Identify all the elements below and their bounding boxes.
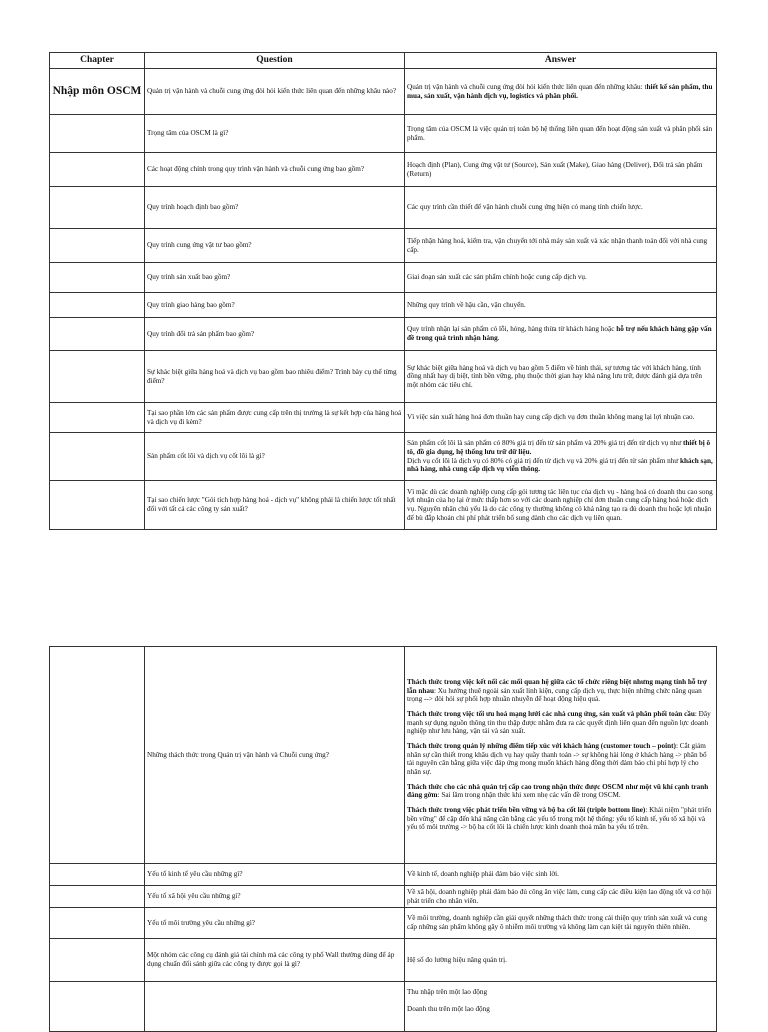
answer-text-run: Trọng tâm của OSCM là việc quản trị toàn bộ hệ thống liên quan đến hoạt động sản xuất và phân phối sản phẩm. [407, 124, 713, 142]
table-row [50, 263, 717, 293]
answer-text-run: Vì mặc dù các doanh nghiệp cung cấp gói tương tác liên tục của dịch vụ - hàng hoá có doanh thu cao song lợi nhuận của họ lại ở mức thấp hơn so với các doanh nghiệp chỉ đơn thuần cung cấp hàng hoá hoặc dịch vụ. Nguyên nhân chủ yếu là do các công ty thường không có khả năng tạo ra đủ doanh thu hoặc lợi nhuận để bù đắp khoản chi phí phát triển bổ sung dành cho các dịch vụ liên quan. [407, 487, 713, 522]
answer-cell: Về xã hội, doanh nghiệp phải đảm bảo đủ công ăn việc làm, cung cấp các điều kiện lao động tốt và cơ hội phát triển cho nhân viên. [405, 886, 717, 908]
answer-paragraph [407, 783, 714, 800]
question-cell: Yếu tố xã hội yêu cầu những gì? [145, 886, 405, 908]
answer-text-run: : Khái niệm "phát triển bền vững" để cập đến khả năng cân bằng các yếu tố trong một hệ thống: yếu tố kinh tế, yếu tố xã hội và yếu tố môi trường -> bộ ba cốt lõi là chiến lược kinh doanh thoả mãn ba yếu tố trên. [407, 805, 712, 832]
chapter-cell [50, 115, 145, 153]
answer-text-run: Quản trị vận hành và chuỗi cung ứng đòi hỏi kiến thức liên quan đến những khâu: t [407, 82, 647, 91]
answer-text-run: Các quy trình cần thiết để vận hành chuỗi cung ứng hiện có mang tính chiến lược. [407, 203, 643, 212]
answer-text-run: hiết kế sản phẩm, thu mua, sản xuất, vận hành dịch vụ, logistics và phân phối. [407, 82, 713, 100]
answer-line: Thu nhập trên một lao động [407, 988, 488, 996]
question-cell: Yếu tố kinh tế yêu cầu những gì? [145, 864, 405, 886]
answer-cell [405, 153, 717, 187]
answer-line: Doanh thu trên một lao động [407, 1004, 490, 1013]
answer-text-run: Vì việc sản xuất hàng hoá đơn thuần hay cung cấp dịch vụ đơn thuần không mang lại lợi nhuận cao. [407, 413, 695, 422]
answer-cell [405, 433, 717, 481]
chapter-cell [50, 153, 145, 187]
question-cell: Trọng tâm của OSCM là gì? [145, 115, 405, 153]
question-cell: Sản phẩm cốt lõi và dịch vụ cốt lõi là gì? [145, 433, 405, 481]
answer-text-run: : Đây mạnh sự dụng nguồn thông tin thu thập được nhằm đưa ra các quyết định liên quan đến nguồn lực doanh nghiệp như lưu hàng, vận tải và sản xuất. [407, 710, 711, 736]
chapter-cell [50, 908, 145, 939]
answer-cell [405, 351, 717, 403]
table-row [50, 864, 717, 886]
answer-cell [405, 187, 717, 229]
question-cell: Quy trình đổi trả sản phẩm bao gồm? [145, 318, 405, 351]
question-cell: Những thách thức trong Quản trị vận hành và Chuỗi cung ứng? [145, 647, 405, 864]
answer-cell [405, 115, 717, 153]
answer-text-run: khách sạn, nhà hàng, nhà cung cấp dịch vụ viễn thông. [407, 456, 713, 474]
answer-text-run: Quy trình nhận lại sản phẩm có lỗi, hỏng, hàng thừa từ khách hàng hoặc [407, 325, 617, 334]
answer-cell: Hệ số đo lường hiệu năng quản trị. [405, 939, 717, 982]
answer-text-run: Sản phẩm cốt lõi là sản phẩm có 80% giá trị đến từ sản phẩm và 20% giá trị đến từ dịch vụ như [407, 439, 683, 448]
answer-text-run: Thách thức cho các nhà quản trị cấp cao trong nhận thức được OSCM như một vũ khí cạnh tranh đáng gờm [407, 782, 709, 800]
answer-cell [405, 318, 717, 351]
answer-paragraph [407, 678, 714, 704]
question-cell: Sự khác biệt giữa hàng hoá và dịch vụ bao gồm bao nhiêu điểm? Trình bày cụ thể từng điểm? [145, 351, 405, 403]
question-cell: Quy trình sản xuất bao gồm? [145, 263, 405, 293]
chapter-cell [50, 318, 145, 351]
table-row [50, 229, 717, 263]
answer-cell: Về môi trường, doanh nghiệp cần giải quyết những thách thức trong cải thiện quy trình sản xuất và cung cấp những sản phẩm không gây ô nhiễm môi trường và không làm cạn kiệt tài nguyên thiên nhiên. [405, 908, 717, 939]
answer-text-run: Thách thức trong việc phát triển bền vững và bộ ba cốt lõi (triple bottom line) [407, 805, 646, 814]
answer-text-run: . [497, 334, 500, 342]
header-row [50, 53, 717, 69]
answer-text-run: Thách thức trong việc tối ưu hoá mạng lưới các nhà cung ứng, sản xuất và phân phối toàn cầu [407, 710, 695, 719]
table-row [50, 69, 717, 115]
answer-text-run: Thách thức trong việc kết nối các mối quan hệ giữa các tổ chức riêng biệt nhưng mạng tính hỗ trợ lẫn nhau [407, 678, 707, 695]
chapter-cell [50, 481, 145, 530]
header-answer: Answer [405, 53, 717, 69]
chapter-cell [50, 982, 145, 1032]
answer-cell [405, 69, 717, 115]
chapter-cell: Nhập môn OSCM [50, 69, 145, 115]
table-row [50, 647, 717, 864]
chapter-cell [50, 351, 145, 403]
table-row [50, 886, 717, 908]
question-cell: Một nhóm các công cụ đánh giá tài chính mà các công ty phố Wall thường dùng để áp dụng chuẩn đối sánh giữa các công ty được gọi là gì? [145, 939, 405, 982]
question-cell: Quản trị vận hành và chuỗi cung ứng đòi hỏi kiến thức liên quan đến những khâu nào? [145, 69, 405, 115]
chapter-cell [50, 187, 145, 229]
answer-text-run: Tiếp nhận hàng hoá, kiểm tra, vận chuyển tới nhà máy sản xuất và xác nhận thanh toán đối với nhà cung cấp. [407, 236, 708, 254]
chapter-cell [50, 263, 145, 293]
table-row [50, 318, 717, 351]
answer-text-run: Sự khác biệt giữa hàng hoá và dịch vụ bao gồm 5 điểm về hình thái, sự tương tác với khách hàng, tính đồng nhất hay dị biệt, tính bền vững, phụ thuộc thời gian hay khả năng lưu trữ, được đánh giá dựa trên một nhóm các tiêu chí. [407, 363, 702, 389]
answer-text-run: hỗ trợ nếu khách hàng gặp vấn đề trong quá trình nhận hàng [407, 325, 712, 342]
answer-text-run: : Xu hướng thuê ngoài sản xuất linh kiện, cung cấp dịch vụ, thực hiện những chức năng quan trọng --> đòi hỏi sự phối hợp nhuần nhuyễn để hoạt động hiệu quả. [407, 686, 702, 704]
table-row [50, 115, 717, 153]
qa-table-bottom [49, 646, 717, 1032]
table-row [50, 293, 717, 318]
qa-table-top [49, 52, 717, 530]
chapter-cell [50, 939, 145, 982]
answer-paragraph [407, 742, 714, 777]
answer-cell: Về kinh tế, doanh nghiệp phải đảm bảo việc sinh lời. [405, 864, 717, 886]
answer-paragraph [407, 710, 714, 736]
answer-text-run: : Sai lầm trong nhận thức khi xem nhẹ các vấn đề trong OSCM. [437, 791, 621, 800]
answer-cell [405, 403, 717, 433]
table-row [50, 187, 717, 229]
answer-cell [405, 481, 717, 530]
chapter-cell [50, 293, 145, 318]
table-row [50, 939, 717, 982]
answer-text-run: Những quy trình về hậu cần, vận chuyển. [407, 300, 526, 309]
question-cell: Quy trình hoạch định bao gồm? [145, 187, 405, 229]
answer-text-run: thiết bị ô tô, đồ gia dụng, hệ thống lưu trữ dữ liệu. [407, 439, 711, 456]
answer-cell [405, 647, 717, 864]
table-row [50, 908, 717, 939]
answer-cell [405, 263, 717, 293]
chapter-cell [50, 433, 145, 481]
answer-text-run: Dịch vụ cốt lõi là dịch vụ có 80% có giá trị đến từ dịch vụ và 20% giá trị đến từ sản phẩm như [407, 456, 680, 465]
table-row [50, 433, 717, 481]
table-row [50, 153, 717, 187]
chapter-cell [50, 403, 145, 433]
chapter-cell [50, 229, 145, 263]
answer-paragraph [407, 806, 714, 832]
answer-text-run: : Cắt giảm nhân sự cần thiết trong khâu dịch vụ hay quầy thanh toán -> sự không hài lòng ở khách hàng -> phân bổ tài nguyên cân bằng giữa việc đáp ứng mong muốn khách hàng đồng thời đảm bảo chi phí hợp lý cho nhân sự. [407, 742, 707, 776]
question-cell: Tại sao phần lớn các sản phẩm được cung cấp trên thị trường là sự kết hợp của hàng hoá và dịch vụ đi kèm? [145, 403, 405, 433]
header-chapter: Chapter [50, 53, 145, 69]
chapter-cell [50, 886, 145, 908]
question-cell: Quy trình giao hàng bao gồm? [145, 293, 405, 318]
question-cell: Các hoạt động chính trong quy trình vận hành và chuỗi cung ứng bao gồm? [145, 153, 405, 187]
question-cell: Yếu tố môi trường yêu cầu những gì? [145, 908, 405, 939]
header-question: Question [145, 53, 405, 69]
question-cell: Quy trình cung ứng vật tư bao gồm? [145, 229, 405, 263]
answer-text-run: Thách thức trong quản lý những điểm tiếp xúc với khách hàng (customer touch – point) [407, 742, 676, 751]
answer-cell [405, 229, 717, 263]
answer-text-run: Giai đoạn sản xuất các sản phẩm chính hoặc cung cấp dịch vụ. [407, 273, 587, 282]
chapter-cell [50, 647, 145, 864]
answer-cell [405, 982, 717, 1032]
answer-text-run: Hoạch định (Plan), Cung ứng vật tư (Source), Sản xuất (Make), Giao hàng (Deliver), Đổi trả sản phẩm (Return) [407, 160, 703, 178]
chapter-cell [50, 864, 145, 886]
table-row [50, 351, 717, 403]
answer-cell [405, 293, 717, 318]
table-row [50, 982, 717, 1032]
table-row [50, 403, 717, 433]
table-row [50, 481, 717, 530]
question-cell: Tại sao chiến lược "Gói tích hợp hàng hoá - dịch vụ" không phải là chiến lược tốt nhất đối với tất cả các công ty sản xuất? [145, 481, 405, 530]
question-cell [145, 982, 405, 1032]
